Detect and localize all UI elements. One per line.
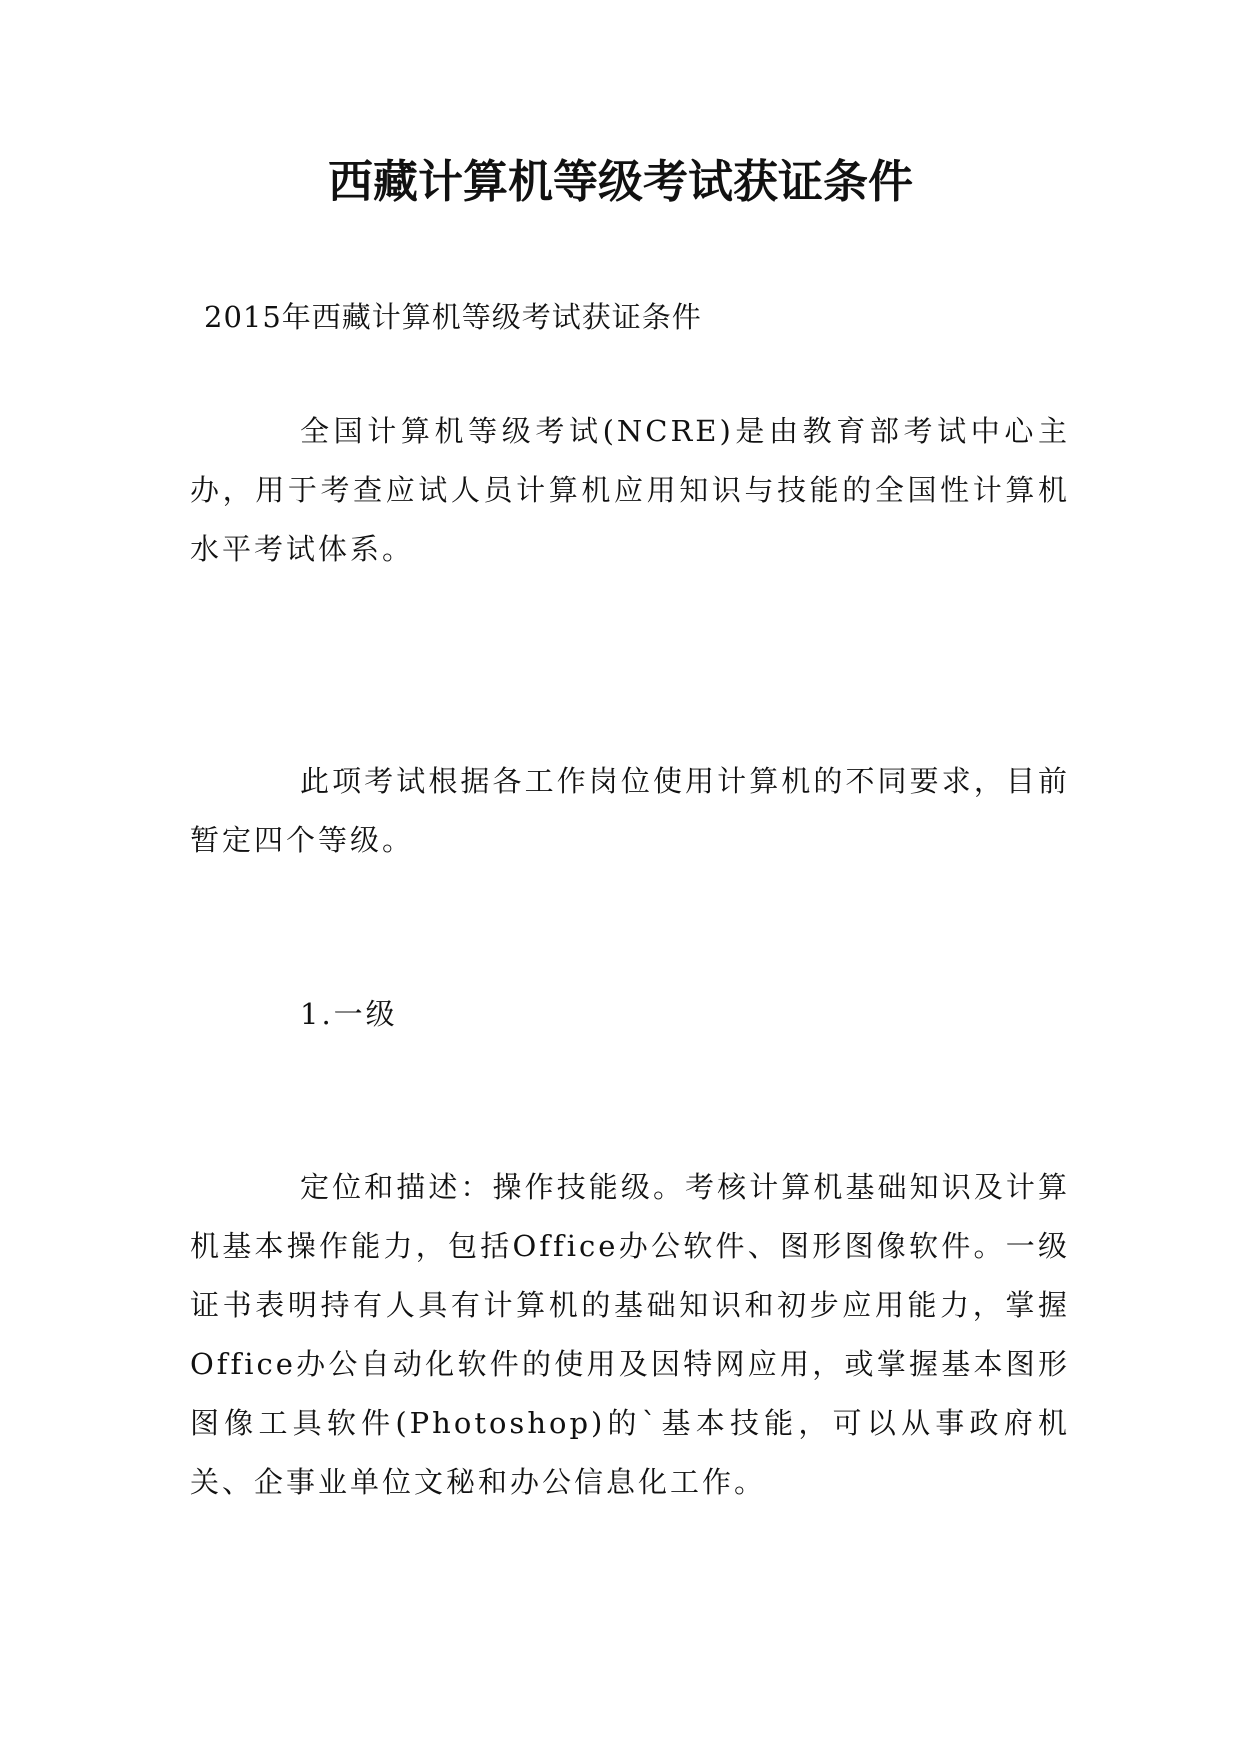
paragraph-intro: 全国计算机等级考试(NCRE)是由教育部考试中心主办，用于考查应试人员计算机应用知识与技能的全国性计算机水平考试体系。 bbox=[190, 414, 1070, 566]
document-title: 西藏计算机等级考试获证条件 bbox=[327, 155, 913, 208]
section-heading-level-1: 1.一级 bbox=[300, 997, 398, 1031]
document-subtitle: 2015年西藏计算机等级考试获证条件 bbox=[204, 300, 702, 334]
paragraph-level-1-description: 定位和描述：操作技能级。考核计算机基础知识及计算机基本操作能力，包括Office办公软件、图形图像软件。一级证书表明持有人具有计算机的基础知识和初步应用能力，掌握Office办公自动化软件的使用及因特网应用，或掌握基本图形图像工具软件(Photoshop)的`基本技能，可以从事政府机关、企事业单位文秘和办公信息化工作。 bbox=[190, 1170, 1070, 1499]
paragraph-levels: 此项考试根据各工作岗位使用计算机的不同要求，目前暂定四个等级。 bbox=[190, 764, 1070, 857]
